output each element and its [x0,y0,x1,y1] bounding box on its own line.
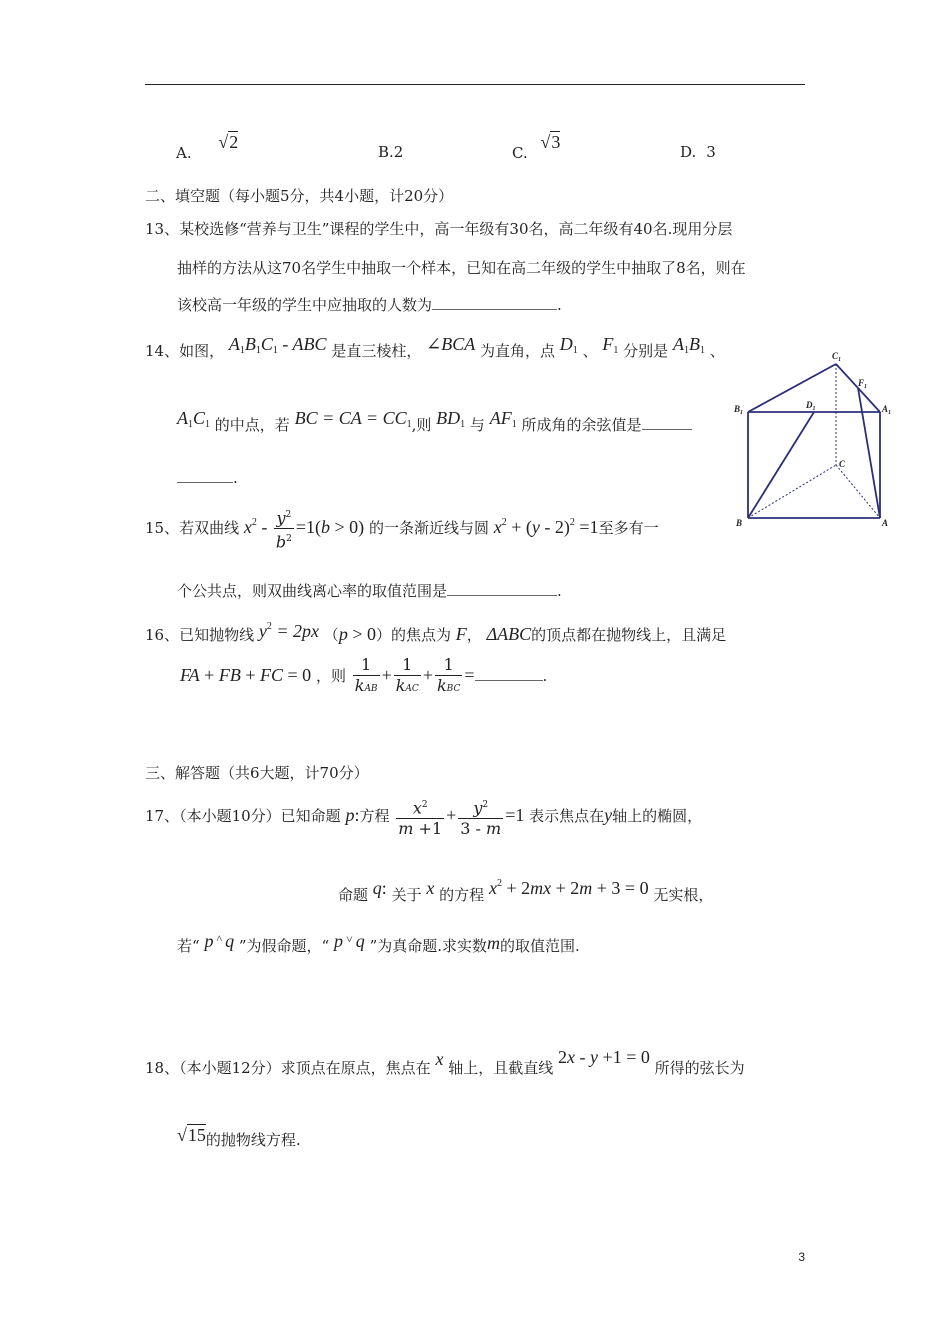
edge-b1c1 [748,364,836,412]
page-number: 3 [798,1250,805,1264]
segment-bd1 [748,412,814,518]
edge-ca-hidden [836,465,880,518]
q17-line1: 17、（本小题10分）已知命题 p:方程 $\frac{x^2}{m +1}$ + $\frac{y^2}{3 - m}$ =1 表示焦点在y轴上的椭圆， [145,795,702,839]
section-2-title: 二、填空题（每小题5分，共4小题，计20分） [145,187,454,205]
q17-line3: 若“ p ^ q ”为假命题，“ p ˅ q ”为真命题.求实数m的取值范围. [177,931,580,955]
header-rule [145,84,805,85]
label-d1: $D_1$ [806,400,816,412]
label-c: C [839,459,846,469]
edge-bc-hidden [748,465,836,518]
q14-line3: . [177,468,238,488]
q13-line3: 该校高一年级的学生中应抽取的人数为 . [177,296,562,314]
q18-line2: √15的抛物线方程. [177,1125,301,1149]
q18-line1: 18、（本小题12分）求顶点在原点，焦点在 x 轴上，且截直线 2x - y +1 = 0 所得的弦长为 [145,1047,745,1077]
label-a: A [882,518,889,528]
option-c: C. √3 [512,132,561,162]
option-d: D. 3 [680,143,716,161]
option-b: B.2 [378,143,404,161]
label-f1: $F_1$ [858,378,868,390]
q14-line2: $A_1C_1$ 的中点，若 BC = CA = $CC_1$,则 $BD_1$ 与 $AF_1$ 所成角的余弦值是 [177,414,692,441]
section-3-title: 三、解答题（共6大题，计70分） [145,764,369,782]
label-b: B [736,518,743,528]
q15-line2: 个公共点，则双曲线离心率的取值范围是 . [177,582,562,600]
label-a1: $A_1$ [882,404,892,416]
q16-line2: FA + FB + FC = 0 ，则 $\frac{1}{\text{kAB}}$ + $\frac{1}{\text{kAC}}$ + $\frac{1}{\text{kBC}}$ = . [180,655,548,695]
q14-line1: 14、如图， $A_1B_1C_1$ - ABC 是直三棱柱， ∠BCA 为直角，点 $D_1$ 、 $F_1$ 分别是 $A_1B_1$ 、 [145,334,725,360]
label-b1: $B_1$ [734,404,744,416]
option-a: A. √2 [176,132,239,162]
label-c1: $C_1$ [832,351,842,363]
prism-figure [732,350,902,535]
q13-line1: 13、某校选修“营养与卫生”课程的学生中，高一年级有30名，高二年级有40名.现用分层 [145,220,733,238]
q13-line2: 抽样的方法从这70名学生中抽取一个样本，已知在高二年级的学生中抽取了8名，则在 [177,259,746,277]
q16-line1: 16、已知抛物线 $y^2 = 2px$ （p > 0）的焦点为 F， ΔABC的顶点都在抛物线上，且满足 [145,621,727,644]
q15-line1: 15、若双曲线 $x^2$ - $\frac{y^2}{b^2}$ =1(b > 0) 的一条渐近线与圆 $x^2 + (y - 2)^2 =1$至多有一 [145,505,659,553]
q17-line2: 命题 q: 关于 x 的方程 $x^2 + 2mx + 2m + 3 = 0$ 无实根， [338,878,714,904]
